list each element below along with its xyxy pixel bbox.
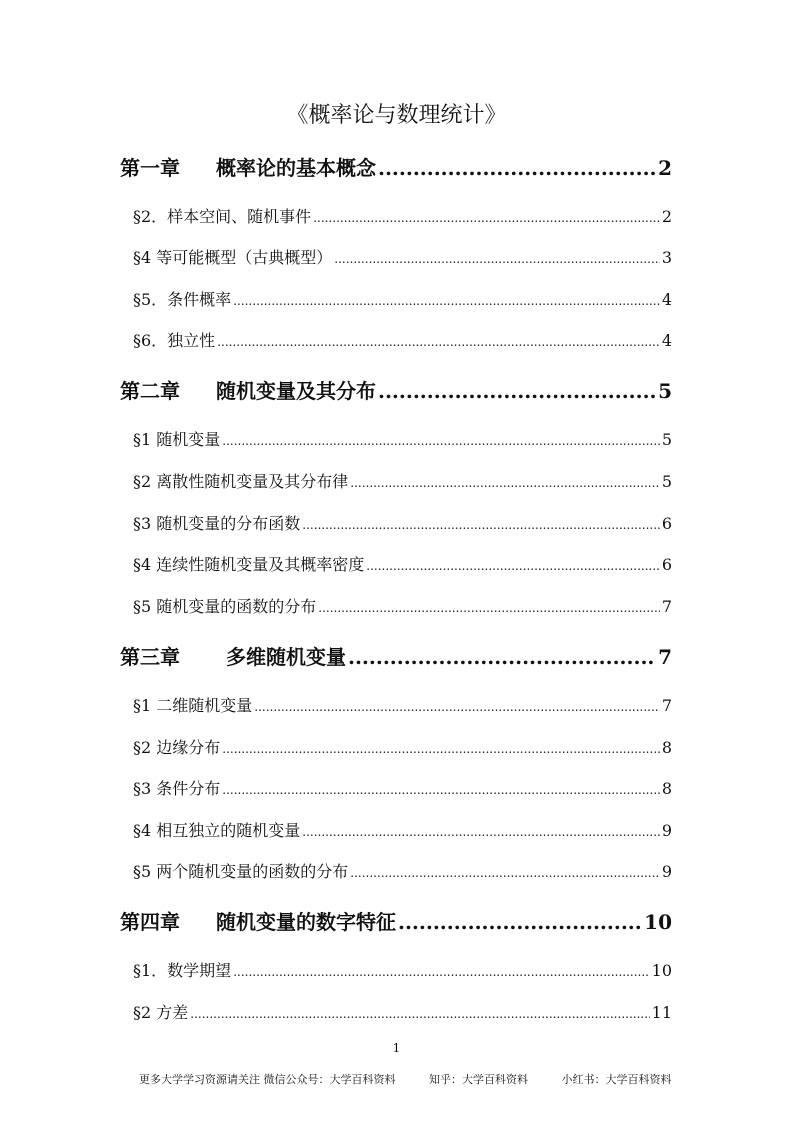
section-title: §3 条件分布 [133, 779, 221, 798]
toc-page-number: 6 [661, 555, 672, 574]
toc-page-number: 4 [661, 331, 672, 350]
toc-section-entry[interactable] [133, 777, 672, 801]
toc-section-entry[interactable] [133, 553, 672, 577]
chapter-title: 多维随机变量 [226, 645, 346, 669]
footer-zhihu: 知乎：大学百科资料 [429, 1073, 528, 1086]
section-title: §2．样本空间、随机事件 [133, 207, 312, 226]
toc-section-entry[interactable] [133, 512, 672, 536]
dot-leader [318, 596, 660, 620]
toc-page-number: 10 [644, 910, 672, 934]
toc-page-number: 7 [661, 696, 672, 715]
toc-page-number: 11 [651, 1003, 672, 1022]
toc-section-entry[interactable] [133, 595, 672, 619]
footer [139, 1071, 702, 1087]
toc-page-number: 8 [661, 738, 672, 757]
toc-page-number: 6 [661, 514, 672, 533]
dot-leader [254, 695, 660, 719]
section-title: §5．条件概率 [133, 290, 232, 309]
section-title: §1 随机变量 [133, 430, 221, 449]
toc-page-number: 10 [651, 961, 672, 980]
section-title: §3 随机变量的分布函数 [133, 514, 301, 533]
toc-section-entry[interactable] [133, 428, 672, 452]
section-title: §4 等可能概型（古典概型） [133, 248, 333, 267]
dot-leader [348, 642, 656, 672]
page-number: 1 [392, 1041, 401, 1055]
dot-leader [233, 960, 649, 984]
toc-section-entry[interactable] [133, 736, 672, 760]
footer-xiaohongshu: 小红书：大学百科资料 [561, 1073, 672, 1086]
chapter-title: 概率论的基本概念 [216, 156, 376, 180]
toc-page-number: 9 [661, 821, 672, 840]
toc-section-entry[interactable] [133, 246, 672, 270]
dot-leader [222, 429, 660, 453]
toc-chapter-entry[interactable] [120, 376, 672, 406]
toc-section-entry[interactable] [133, 860, 672, 884]
toc-page-number: 3 [661, 248, 672, 267]
toc-chapter-entry[interactable] [120, 153, 672, 183]
toc-page-number: 8 [661, 779, 672, 798]
dot-leader [398, 907, 642, 937]
dot-leader [378, 153, 656, 183]
document-title: 《概率论与数理统计》 [286, 103, 507, 128]
toc-page-number: 9 [661, 862, 672, 881]
chapter-title: 随机变量的数字特征 [216, 910, 396, 934]
toc-section-entry[interactable] [133, 205, 672, 229]
dot-leader [378, 376, 656, 406]
toc-page-number: 2 [661, 207, 672, 226]
toc-section-entry[interactable] [133, 470, 672, 494]
section-title: §5 两个随机变量的函数的分布 [133, 862, 349, 881]
dot-leader [350, 861, 660, 885]
section-title: §2 边缘分布 [133, 738, 221, 757]
toc-section-entry[interactable] [133, 694, 672, 718]
dot-leader [233, 289, 660, 313]
section-title: §4 相互独立的随机变量 [133, 821, 301, 840]
toc-page-number: 5 [658, 379, 672, 403]
section-title: §6．独立性 [133, 331, 216, 350]
dot-leader [366, 554, 660, 578]
section-title: §5 随机变量的函数的分布 [133, 597, 317, 616]
toc-page-number: 7 [658, 645, 672, 669]
toc-section-entry[interactable] [133, 819, 672, 843]
toc-section-entry[interactable] [133, 959, 672, 983]
section-title: §1 二维随机变量 [133, 696, 253, 715]
toc-chapter-entry[interactable] [120, 907, 672, 937]
footer-wechat: 更多大学学习资源请关注 微信公众号：大学百科资料 [139, 1073, 396, 1086]
chapter-number: 第二章 [120, 379, 180, 403]
dot-leader [190, 1002, 649, 1026]
dot-leader [222, 778, 660, 802]
dot-leader [217, 330, 660, 354]
chapter-title: 随机变量及其分布 [216, 379, 376, 403]
dot-leader [302, 513, 660, 537]
dot-leader [222, 737, 660, 761]
toc-page-number: 5 [661, 430, 672, 449]
chapter-number: 第三章 [120, 645, 180, 669]
toc-page-number: 2 [658, 156, 672, 180]
toc-section-entry[interactable] [133, 1001, 672, 1025]
toc-page-number: 7 [661, 597, 672, 616]
toc-section-entry[interactable] [133, 329, 672, 353]
dot-leader [334, 247, 660, 271]
section-title: §4 连续性随机变量及其概率密度 [133, 555, 365, 574]
toc-section-entry[interactable] [133, 288, 672, 312]
toc-page-number: 4 [661, 290, 672, 309]
chapter-number: 第四章 [120, 910, 180, 934]
section-title: §2 离散性随机变量及其分布律 [133, 472, 349, 491]
chapter-number: 第一章 [120, 156, 180, 180]
dot-leader [350, 471, 660, 495]
dot-leader [313, 206, 660, 230]
dot-leader [302, 820, 660, 844]
toc-page-number: 5 [661, 472, 672, 491]
toc-chapter-entry[interactable] [120, 642, 672, 672]
section-title: §2 方差 [133, 1003, 189, 1022]
section-title: §1．数学期望 [133, 961, 232, 980]
